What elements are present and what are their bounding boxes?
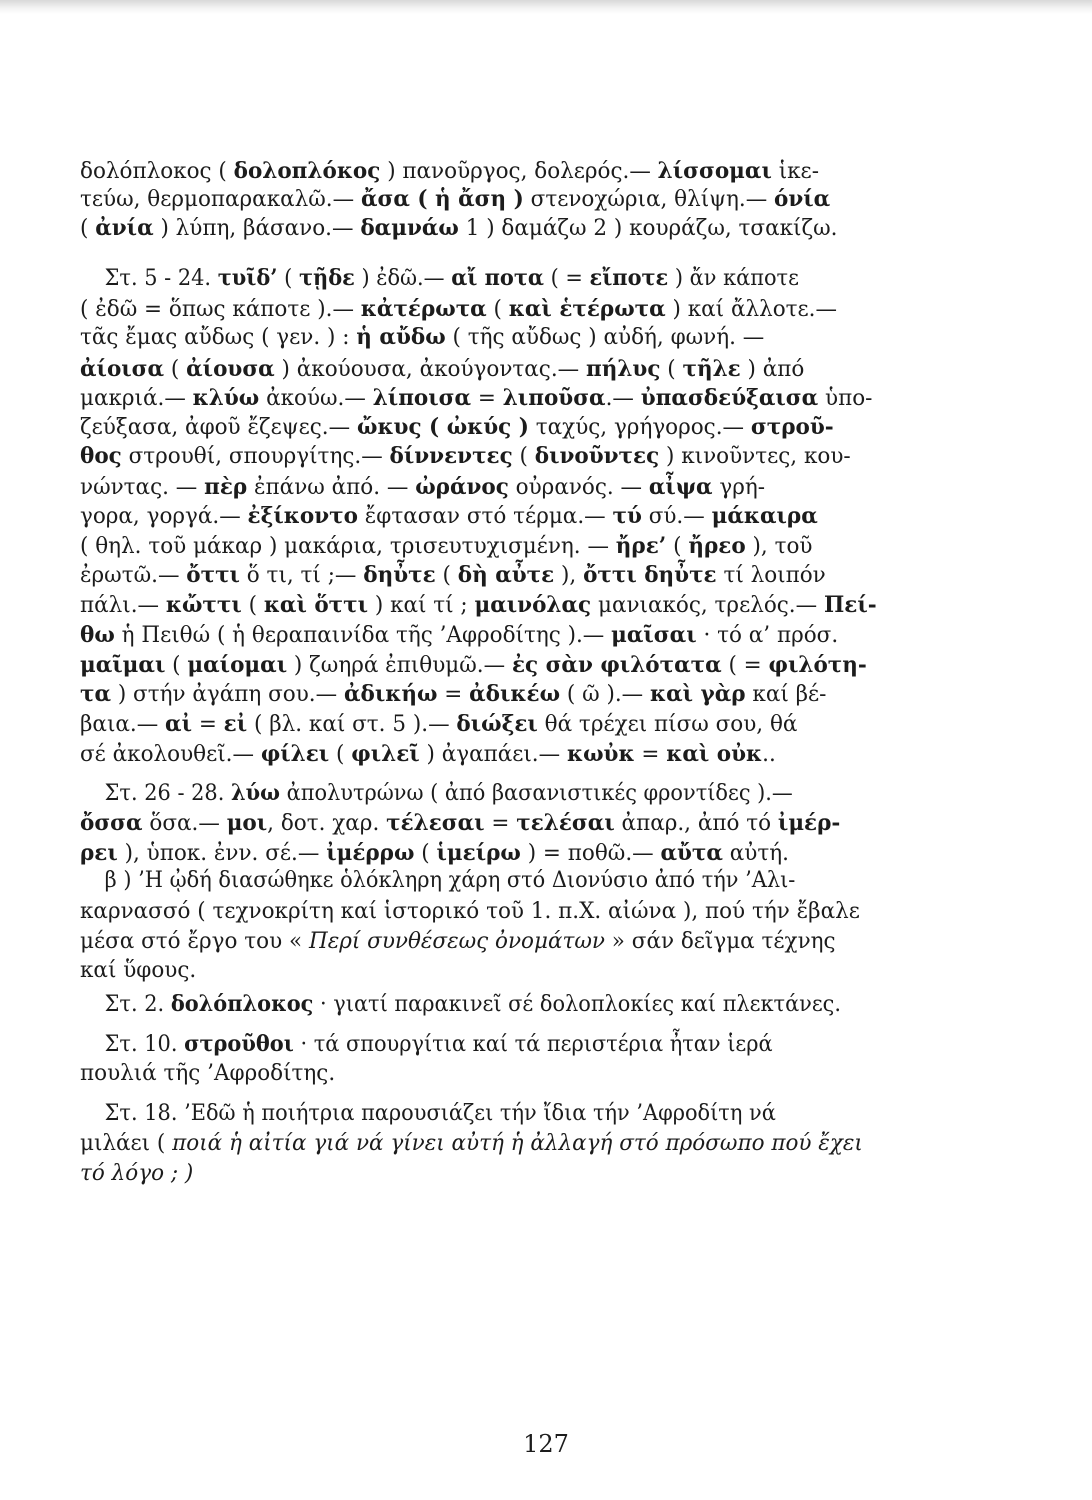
text-run: ) κινοῦντες, κου-	[659, 444, 851, 469]
bold-term: τελέσαι	[516, 810, 615, 836]
bold-term: ὄττι	[186, 562, 240, 588]
text-run: ( =	[543, 266, 590, 291]
bold-term: ἀδικέω	[469, 681, 561, 707]
text-run: (	[80, 216, 96, 241]
text-line	[80, 503, 940, 530]
text-run: ἐπάνω ἀπό. —	[247, 475, 416, 500]
text-line	[80, 1031, 940, 1058]
bold-term: ὐπασδεύξαισα	[640, 385, 819, 411]
text-line	[80, 296, 940, 323]
text-line	[80, 840, 940, 867]
bold-term: φιλεῖ	[351, 741, 420, 767]
text-run: ἐρωτῶ.—	[80, 563, 187, 588]
text-run: ) στήν ἀγάπη σου.—	[111, 682, 344, 707]
text-line	[80, 1101, 940, 1127]
bold-term: ὤκυς ( ὠκύς )	[356, 414, 529, 440]
text-run: Στ. 26 - 28.	[104, 781, 231, 806]
text-run: ) καί ἄλλοτε.—	[665, 297, 838, 322]
bold-term: λίποισα	[372, 385, 472, 411]
text-run: (	[666, 534, 689, 559]
italic-text: ποιά ἡ αἰτία γιά νά γίνει αὐτή ἡ ἀλλαγή στό πρόσωπο πού ἔχει	[172, 1131, 863, 1156]
text-line	[80, 443, 940, 470]
bold-term: ἰμέρρω	[326, 840, 415, 866]
text-run: (	[329, 742, 352, 767]
text-run: θά τρέχει πίσω σου, θά	[537, 712, 798, 737]
bold-term: καὶ γὰρ	[650, 681, 746, 707]
bold-term: ἀδικήω	[343, 681, 438, 707]
bold-term: στροῦθοι	[184, 1031, 294, 1057]
text-run: σέ ἀκολουθεῖ.—	[80, 742, 261, 767]
text-run: ἀκούω.—	[259, 386, 373, 411]
text-run: =	[437, 682, 470, 707]
text-run: ( ῶ ).—	[560, 682, 651, 707]
text-run: βαια.—	[80, 712, 166, 737]
text-run: ) = ποθῶ.—	[520, 841, 661, 866]
text-run: ) λύπη, βάσανο.—	[153, 216, 361, 241]
text-run: ..	[762, 742, 776, 767]
bold-term: δολόπλοκος	[170, 991, 314, 1017]
text-run: Στ. 18. ’Εδῶ ἡ ποιήτρια παρουσιάζει τήν ἴδια τήν ’Αφροδίτη νά	[104, 1101, 776, 1126]
text-run: στρουθί, σπουργίτης.—	[121, 444, 390, 469]
text-run: αὐτή.	[722, 841, 789, 866]
text-line	[80, 741, 940, 768]
text-run: οὐρανός. —	[508, 475, 649, 500]
bold-term: διώξει	[456, 711, 538, 737]
bold-term: μαίομαι	[187, 652, 288, 678]
bold-term: δινοῦντες	[534, 443, 660, 469]
text-run: (	[486, 297, 509, 322]
text-run: σύ.—	[641, 504, 712, 529]
text-run: ) ἀγαπάει.—	[419, 742, 567, 767]
text-run: τεύω, θερμοπαρακαλῶ.—	[80, 187, 361, 212]
text-run: ( ἐδῶ = ὅπως κάποτε ).—	[80, 297, 361, 322]
text-line	[80, 265, 940, 292]
bold-term: ἀνία	[95, 215, 154, 241]
text-run: , δοτ. χαρ.	[267, 811, 387, 836]
text-line	[80, 711, 940, 738]
text-run: ) ζωηρά ἐπιθυμῶ.—	[287, 653, 512, 678]
text-run: ὅσα.—	[142, 811, 227, 836]
text-line	[80, 958, 940, 984]
text-line	[80, 810, 940, 837]
text-line	[80, 652, 940, 679]
bold-term: ἀίοισα	[80, 356, 165, 382]
text-run: · γιατί παρακινεῖ σέ δολοπλοκίες καί πλεκτάνες.	[313, 992, 842, 1017]
text-run: · τό α’ πρόσ.	[696, 623, 839, 648]
text-line	[80, 868, 940, 894]
text-run: δολόπλοκος (	[80, 159, 234, 184]
text-line	[80, 1061, 940, 1087]
bold-term: θος	[80, 443, 122, 469]
text-run: 1 ) δαμάζω 2 ) κουράζω, τσακίζω.	[458, 216, 838, 241]
bold-term: μοι	[226, 810, 268, 836]
bold-term: μαῖμαι	[80, 652, 166, 678]
bold-term: αἴ ποτα	[451, 265, 544, 291]
text-run: =	[191, 712, 224, 737]
bold-term: εἴποτε	[589, 265, 669, 291]
text-line	[80, 562, 940, 589]
text-run: ) ἄν κάποτε	[668, 266, 799, 291]
text-run: (	[164, 357, 187, 382]
bold-term: ὄττι δηὖτε	[583, 562, 717, 588]
bold-term: λίσσομαι	[657, 158, 772, 184]
text-line	[80, 356, 940, 383]
bold-term: ἐς σὰν φιλότατα	[511, 652, 722, 678]
bold-term: λιποῦσα	[502, 385, 606, 411]
bold-term: πὲρ	[204, 474, 248, 500]
text-line	[80, 991, 940, 1018]
text-run: ( βλ. καί στ. 5 ).—	[247, 712, 457, 737]
text-run: νώντας. —	[80, 475, 205, 500]
page-number: 127	[523, 1430, 569, 1458]
text-run: ὅ τι, τί ;—	[239, 563, 364, 588]
text-run: ),	[554, 563, 584, 588]
bold-term: ἱμείρω	[436, 840, 521, 866]
bold-term: καὶ ἑτέρωτα	[508, 296, 666, 322]
bold-term: ρει	[80, 840, 118, 866]
bold-term: ἡ αὔδω	[356, 324, 446, 350]
bold-term: κὤττι	[165, 592, 242, 618]
text-run: ἡ Πειθώ ( ἡ θεραπαινίδα τῆς ’Αφροδίτης ).—	[114, 623, 612, 648]
text-run: ἱκε-	[771, 159, 819, 184]
bold-term: ὠράνος	[415, 474, 509, 500]
text-line	[80, 186, 940, 213]
text-line	[80, 681, 940, 708]
text-run: ) καί τί ;	[368, 593, 475, 618]
bold-term: δαμνάω	[360, 215, 459, 241]
text-run: (	[660, 357, 683, 382]
bold-term: ἤρε’	[615, 533, 667, 559]
bold-term: κλύω	[192, 385, 260, 411]
bold-term: ἰμέρ-	[777, 810, 841, 836]
text-run: ὑπο-	[818, 386, 873, 411]
bold-term: εἰ	[223, 711, 248, 737]
text-run: ( θηλ. τοῦ μάκαρ ) μακάρια, τρισευτυχισμένη. —	[80, 534, 616, 559]
text-run: γρή-	[712, 475, 766, 500]
bold-term: δὴ αὖτε	[457, 562, 555, 588]
bold-term: όνία	[774, 186, 831, 212]
bold-term: αἶψα	[648, 474, 713, 500]
text-run: ), τοῦ	[745, 534, 813, 559]
text-run: β ) ’Η ᾠδή διασώθηκε ὁλόκληρη χάρη στό Διονύσιο ἀπό τήν ’Αλι-	[104, 868, 796, 893]
text-run: ) ἀκούουσα, ἀκούγοντας.—	[274, 357, 586, 382]
text-run: ἀπολυτρώνω ( ἀπό βασανιστικές φροντίδες ).—	[280, 781, 793, 806]
text-run: τί λοιπόν	[716, 563, 826, 588]
bold-term: φίλει	[260, 741, 330, 767]
text-run: ταχύς, γρήγορος.—	[528, 415, 751, 440]
bold-term: τα	[80, 681, 112, 707]
text-run: μιλάει (	[80, 1131, 173, 1156]
text-run: · τά σπουργίτια καί τά περιστέρια ἦταν ἱερά	[293, 1032, 773, 1057]
bold-term: τυῖδ’	[217, 265, 278, 291]
bold-term: μαῖσαι	[611, 622, 697, 648]
text-line	[80, 414, 940, 441]
bold-term: λύω	[230, 780, 281, 806]
bold-term: δολοπλόκος	[233, 158, 381, 184]
text-run: μανιακός, τρελός.—	[591, 593, 824, 618]
bold-term: ὄσσα	[80, 810, 143, 836]
text-run: στενοχώρια, θλίψη.—	[523, 187, 775, 212]
text-line	[80, 929, 940, 955]
text-run: μακριά.—	[80, 386, 193, 411]
text-line	[80, 1131, 940, 1157]
text-run: (	[277, 266, 299, 291]
text-line	[80, 899, 940, 925]
text-line	[80, 474, 940, 501]
text-line	[80, 385, 940, 412]
bold-term: κἀτέρωτα	[360, 296, 487, 322]
text-run: Στ. 2.	[104, 992, 171, 1017]
bold-term: τύ	[612, 503, 642, 529]
text-run: =	[471, 386, 503, 411]
text-run: ), ὑποκ. ἐνν. σέ.—	[117, 841, 327, 866]
text-run: (	[512, 444, 535, 469]
italic-text: Περί συνθέσεως ὀνομάτων	[308, 929, 605, 954]
bold-term: ἀίουσα	[186, 356, 275, 382]
bold-term: δηὖτε	[363, 562, 436, 588]
text-run: Στ. 10.	[104, 1032, 185, 1057]
text-run: ( τῆς αὔδως ) αὐδή, φωνή. —	[445, 325, 765, 350]
text-line	[80, 592, 940, 619]
italic-text: τό λόγο ; )	[80, 1161, 194, 1186]
text-run: ) ἀπό	[740, 357, 805, 382]
bold-term: τῇδε	[298, 265, 355, 291]
text-run: μέσα στό ἔργο του «	[80, 929, 309, 954]
bold-term: αὔτα	[660, 840, 723, 866]
text-run: γορα, γοργά.—	[80, 504, 248, 529]
bold-term: ἄσα ( ἡ ἄση )	[360, 186, 524, 212]
bold-term: ἐξίκοντο	[247, 503, 358, 529]
text-run: (	[435, 563, 458, 588]
text-run: καρνασσό ( τεχνοκρίτη καί ἱστορικό τοῦ 1. π.Χ. αἰώνα ), πού τήν ἔβαλε	[80, 899, 860, 924]
bold-term: τῆλε	[682, 356, 741, 382]
text-line	[80, 158, 940, 185]
bold-term: ἤρεο	[688, 533, 746, 559]
text-run: ) πανοῦργος, δολερός.—	[380, 159, 658, 184]
text-run: ) ἐδῶ.—	[354, 266, 452, 291]
text-run: =	[634, 742, 667, 767]
bold-term: καὶ ὅττι	[263, 592, 369, 618]
bold-term: μάκαιρα	[711, 503, 818, 529]
text-run: πουλιά τῆς ’Αφροδίτης.	[80, 1061, 336, 1086]
text-run: (	[241, 593, 264, 618]
text-run: =	[484, 811, 517, 836]
text-run: ( =	[721, 653, 769, 678]
bold-term: θω	[80, 622, 115, 648]
text-run: καί ὕφους.	[80, 958, 197, 983]
text-run: πάλι.—	[80, 593, 166, 618]
text-run: Στ. 5 - 24.	[104, 266, 218, 291]
text-run: ζεύξασα, ἀφοῦ ἔζεψες.—	[80, 415, 357, 440]
text-run: ἔφτασαν στό τέρμα.—	[357, 504, 613, 529]
bold-term: δίννεντες	[389, 443, 513, 469]
text-line	[80, 324, 940, 351]
text-run: » σάν δεῖγμα τέχνης	[604, 929, 836, 954]
text-run: ἀπαρ., ἀπό τό	[614, 811, 778, 836]
text-line	[80, 780, 940, 807]
book-page	[80, 0, 960, 1500]
text-run: (	[165, 653, 188, 678]
bold-term: μαινόλας	[474, 592, 592, 618]
text-run: τᾶς ἔμας αὔδως ( γεν. ) :	[80, 325, 357, 350]
bold-term: Πεί-	[823, 592, 877, 618]
bold-term: καὶ οὐκ	[666, 741, 763, 767]
bold-term: αἰ	[165, 711, 192, 737]
text-run: .—	[605, 386, 641, 411]
text-line	[80, 622, 940, 649]
bold-term: φιλότη-	[768, 652, 867, 678]
text-run: (	[414, 841, 437, 866]
text-run: καί βέ-	[745, 682, 827, 707]
text-line	[80, 533, 940, 560]
bold-term: στροῦ-	[750, 414, 834, 440]
bold-term: κωὐκ	[566, 741, 635, 767]
text-line	[80, 1161, 940, 1187]
text-line	[80, 215, 940, 242]
bold-term: τέλεσαι	[386, 810, 485, 836]
bold-term: πήλυς	[585, 356, 661, 382]
